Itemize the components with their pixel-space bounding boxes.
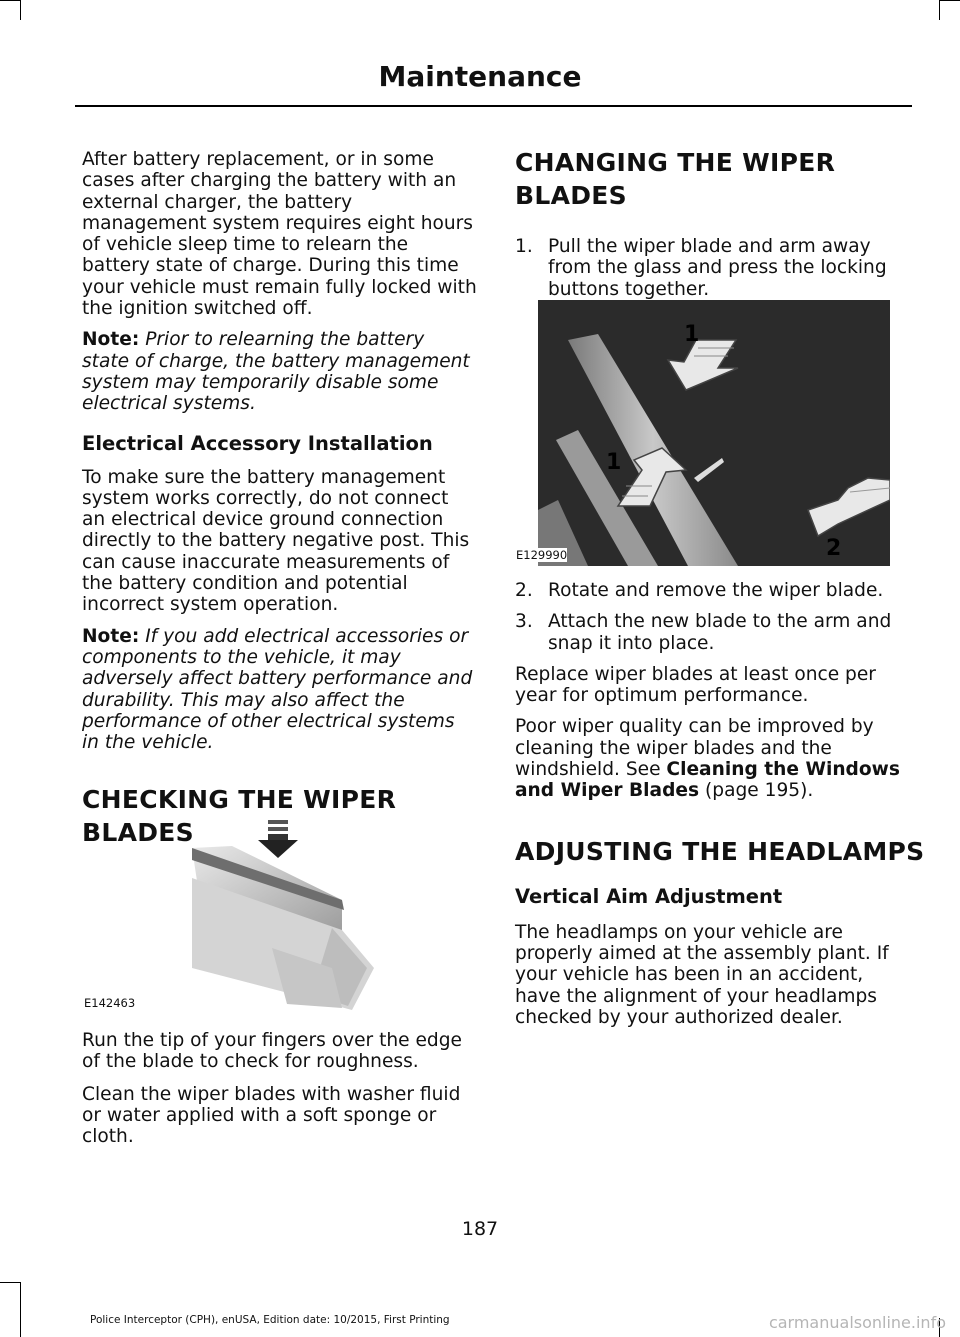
wiper-arm-illustration: [538, 300, 890, 566]
step-number: 2.: [515, 580, 533, 601]
page-title: Maintenance: [378, 60, 582, 93]
battery-relearn-paragraph: After battery replacement, or in some cases after charging the battery with an external charger, the battery management system requires eight hours of vehicle sleep time to relearn the battery state of charge. During this time your vehicle must remain fully locked with the ignition switched off.: [82, 149, 477, 320]
crop-mark: [20, 1282, 21, 1337]
crop-mark: [939, 0, 940, 20]
subheading-electrical-accessory: Electrical Accessory Installation: [82, 431, 433, 455]
note-relearning: [82, 329, 477, 414]
figure-code: E142463: [84, 996, 136, 1010]
callout-number: 1: [684, 322, 700, 347]
cross-reference-link[interactable]: Cleaning the Windows and Wiper Blades: [515, 759, 900, 802]
callout-number: 1: [606, 450, 622, 475]
step-text: Attach the new blade to the arm and snap it into place.: [548, 611, 892, 654]
heading-changing-wiper-blades: CHANGING THE WIPER BLADES: [515, 148, 836, 210]
heading-checking-wiper-blades: CHECKING THE WIPER BLADES: [82, 785, 397, 848]
step-number: 1.: [515, 236, 533, 257]
right-column-lower: [515, 580, 925, 1028]
subheading-vertical-aim: Vertical Aim Adjustment: [515, 884, 783, 908]
headlamp-aim-paragraph: The headlamps on your vehicle are properly aimed at the assembly plant. If your vehicle has been in an accident, have the alignment of your headlamps checked by your authorized dealer.: [515, 921, 889, 1028]
step-text: Pull the wiper blade and arm away from the glass and press the locking buttons together.: [548, 236, 887, 300]
page-reference: (page 195).: [699, 780, 814, 802]
note-label: Note:: [82, 329, 140, 351]
crop-mark: [20, 0, 21, 20]
header-rule: [75, 105, 912, 107]
right-column: [515, 146, 910, 300]
note-text: Prior to relearning the battery state of charge, the battery management system may temporarily disable some electrical systems.: [82, 329, 470, 415]
step-number: 3.: [515, 611, 533, 633]
clean-blades-paragraph: Clean the wiper blades with washer fluid or water applied with a soft sponge or cloth.: [82, 1083, 461, 1148]
edition-footer: Police Interceptor (CPH), enUSA, Edition date: 10/2015, First Printing: [90, 1314, 450, 1326]
figure-code: E129990: [516, 548, 568, 562]
accessory-paragraph: To make sure the battery management system works correctly, do not connect an electrical device ground connection directly to the battery negative post. This can cause inaccurate measurements of the battery condition and potential incorrect system operation.: [82, 466, 470, 616]
crop-mark: [0, 1282, 20, 1283]
note-label: Note:: [82, 625, 140, 647]
replace-yearly-paragraph: Replace wiper blades at least once per year for optimum performance.: [515, 663, 876, 707]
left-column-lower: [82, 1030, 477, 1147]
callout-number: 2: [826, 536, 842, 561]
step-3: [515, 611, 910, 654]
paragraph-text: Poor wiper quality can be improved by cleaning the wiper blades and the windshield. See: [515, 716, 874, 781]
wiper-blade-illustration: [192, 818, 382, 1014]
heading-adjusting-headlamps: ADJUSTING THE HEADLAMPS: [515, 836, 925, 866]
step-2: [515, 580, 910, 601]
step-1: [515, 236, 910, 300]
crop-mark: [940, 0, 960, 1]
wiper-blade-figure: [192, 818, 382, 1014]
watermark: carmanualsonline.info: [768, 1313, 946, 1332]
step-text: Rotate and remove the wiper blade.: [548, 580, 884, 601]
page-number: 187: [461, 1218, 499, 1240]
check-roughness-paragraph: Run the tip of your fingers over the edge of the blade to check for roughness.: [82, 1030, 462, 1073]
left-column: [82, 149, 477, 849]
note-accessories: [82, 626, 477, 754]
poor-quality-paragraph: [515, 716, 910, 801]
wiper-replacement-figure: [538, 300, 890, 566]
note-text: If you add electrical accessories or components to the vehicle, it may adversely affect battery performance and durability. This may also affect the performance of other electrical systems in the vehicle.: [82, 625, 473, 754]
crop-mark: [0, 0, 20, 1]
